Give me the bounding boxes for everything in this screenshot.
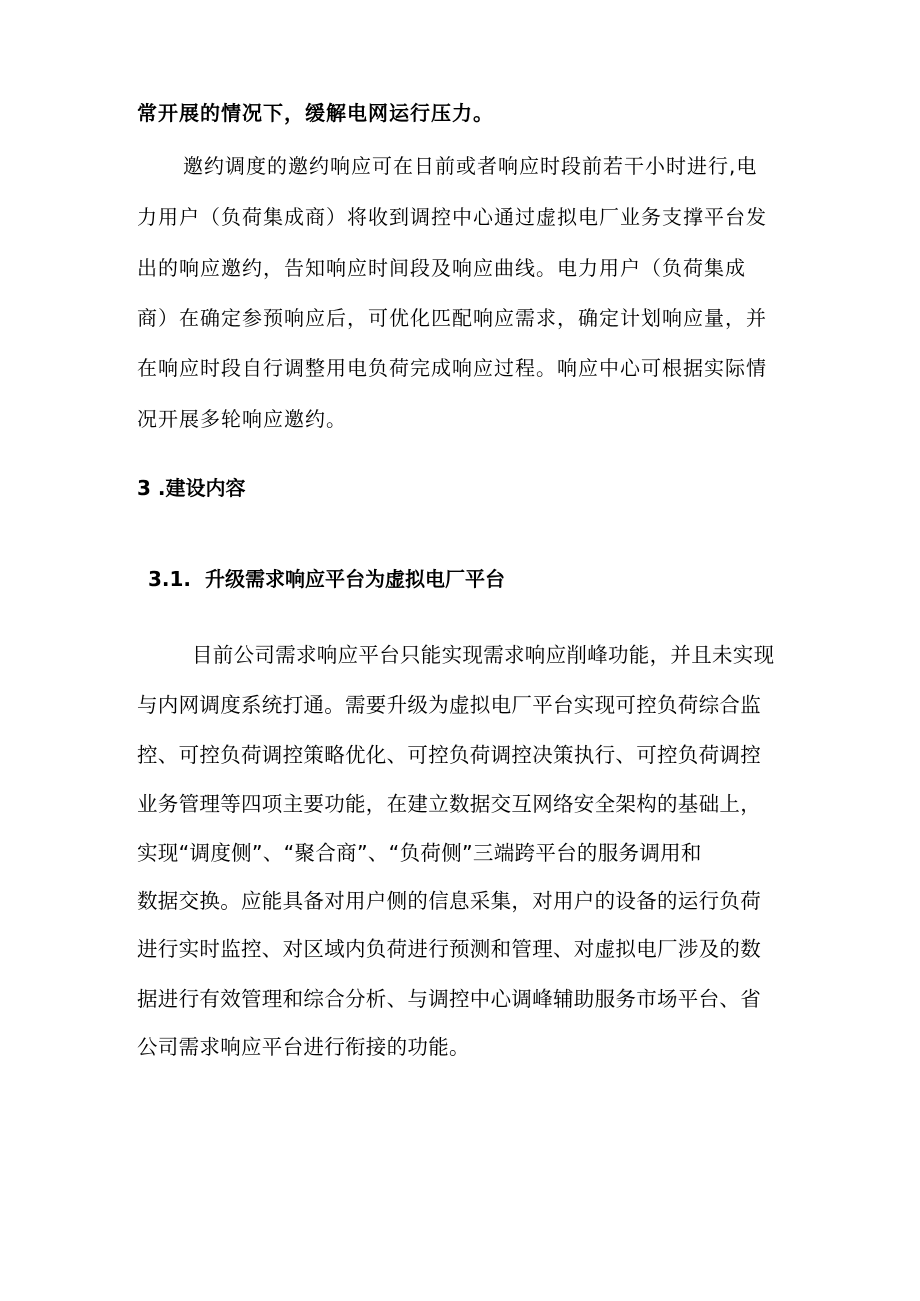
section-heading: 3 .建设内容 — [137, 476, 246, 500]
subsection-heading: 3.1. 升级需求响应平台为虚拟电厂平台 — [148, 567, 505, 591]
paragraph-line: 在响应时段自行调整用电负荷完成响应过程。响应中心可根据实际情 — [137, 356, 767, 380]
paragraph-line: 实现“调度侧”、“聚合商”、“负荷侧”三端跨平台的服务调用和 — [137, 841, 702, 865]
paragraph-line: 公司需求响应平台进行衔接的功能。 — [137, 1035, 470, 1059]
paragraph-line: 控、可控负荷调控策略优化、可控负荷调控决策执行、可控负荷调控 — [137, 743, 761, 767]
paragraph-line: 出的响应邀约，告知响应时间段及响应曲线。电力用户（负荷集成 — [137, 256, 746, 280]
continued-line: 常开展的情况下，缓解电网运行压力。 — [137, 101, 494, 125]
paragraph-line: 邀约调度的邀约响应可在日前或者响应时段前若干小时进行,电 — [183, 154, 758, 178]
paragraph-line: 与内网调度系统打通。需要升级为虚拟电厂平台实现可控负荷综合监 — [137, 693, 761, 717]
paragraph-line: 据进行有效管理和综合分析、与调控中心调峰辅助服务市场平台、省 — [137, 987, 761, 1011]
paragraph-line: 数据交换。应能具备对用户侧的信息采集，对用户的设备的运行负荷 — [137, 889, 761, 913]
paragraph-line: 进行实时监控、对区域内负荷进行预测和管理、对虚拟电厂涉及的数 — [137, 937, 761, 961]
paragraph-line: 况开展多轮响应邀约。 — [137, 407, 347, 431]
paragraph-line: 商）在确定参预响应后，可优化匹配响应需求，确定计划响应量，并 — [137, 306, 767, 330]
paragraph-line: 业务管理等四项主要功能，在建立数据交互网络安全架构的基础上， — [137, 792, 761, 816]
paragraph-line: 力用户（负荷集成商）将收到调控中心通过虚拟电厂业务支撑平台发 — [137, 205, 767, 229]
paragraph-line: 目前公司需求响应平台只能实现需求响应削峰功能，并且未实现 — [192, 643, 775, 667]
